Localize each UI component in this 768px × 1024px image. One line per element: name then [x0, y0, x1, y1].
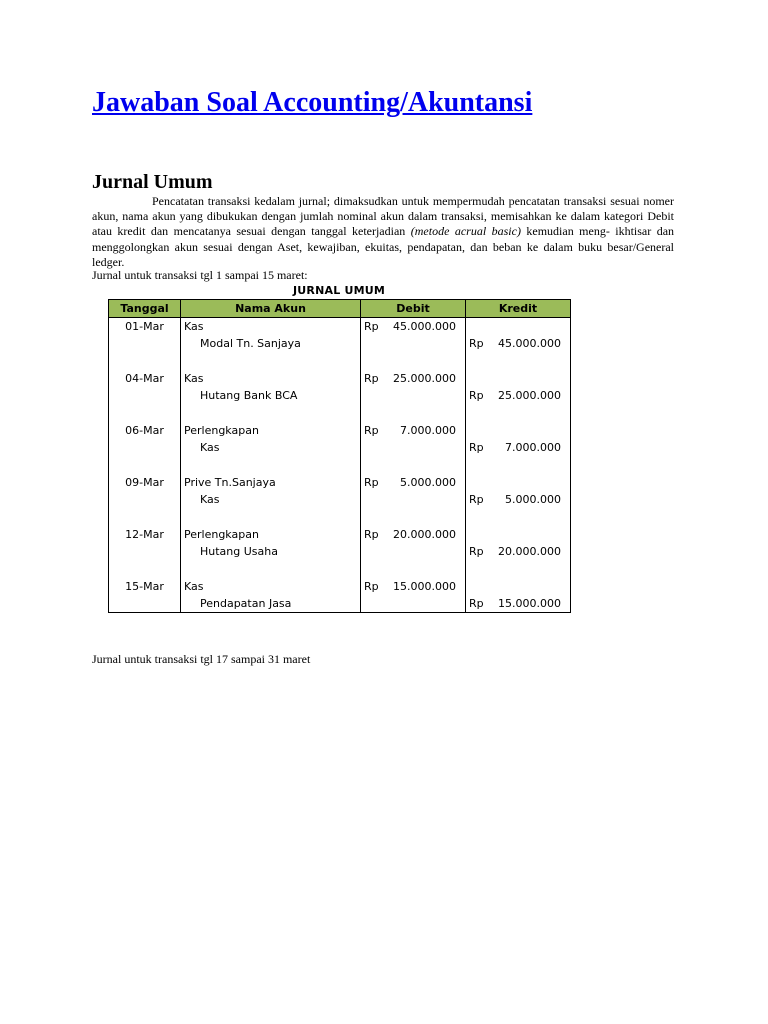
journal-row-spacer: [109, 353, 571, 370]
journal-row-spacer: [109, 560, 571, 577]
debit-account: Prive Tn.Sanjaya: [184, 475, 276, 489]
debit-amount: 20.000.000: [393, 527, 456, 541]
debit-amount-cell: [364, 424, 462, 437]
journal-row-spacer: [109, 456, 571, 473]
journal-row-credit: [109, 335, 571, 352]
debit-amount-cell: [364, 372, 462, 385]
journal-table: [108, 299, 571, 613]
currency-label: Rp: [364, 372, 379, 386]
section-heading: Jurnal Umum: [92, 171, 213, 193]
page-title[interactable]: Jawaban Soal Accounting/Akuntansi: [92, 87, 533, 118]
currency-label: Rp: [469, 441, 484, 455]
paragraph-text-2: kemudian meng- ikhtisar dan menggolongkan akun sesuai dengan Aset, kewajiban, ekuitas, pendapatan, dan beban ke dalam buku besar/General ledger.: [92, 224, 675, 269]
journal-title: JURNAL UMUM: [292, 284, 385, 297]
intro-paragraph: [92, 194, 674, 270]
currency-label: Rp: [364, 320, 379, 334]
currency-label: Rp: [469, 493, 484, 507]
journal-row-credit: [109, 543, 571, 560]
debit-amount: 5.000.000: [400, 475, 456, 489]
credit-amount: 20.000.000: [498, 545, 561, 558]
journal-row-debit: [109, 370, 571, 387]
credit-amount: 15.000.000: [498, 596, 561, 610]
debit-account: Kas: [184, 372, 204, 386]
debit-amount: 25.000.000: [393, 372, 456, 386]
paragraph-italic: (metode acrual basic): [410, 224, 521, 239]
currency-label: Rp: [469, 545, 484, 558]
debit-account: Perlengkapan: [184, 423, 259, 437]
debit-account: Kas: [184, 320, 204, 334]
currency-label: Rp: [364, 579, 379, 593]
credit-amount: 7.000.000: [505, 441, 561, 455]
journal-row-spacer: [109, 404, 571, 421]
journal-row-debit: [109, 422, 571, 439]
entry-date: 06-Mar: [125, 423, 164, 437]
journal-row-debit: [109, 526, 571, 543]
currency-label: Rp: [469, 337, 484, 351]
entry-date: 15-Mar: [125, 579, 164, 593]
debit-account: Perlengkapan: [184, 527, 259, 541]
entry-date: 04-Mar: [125, 372, 164, 386]
currency-label: Rp: [469, 596, 484, 610]
credit-account: Kas: [200, 493, 220, 507]
journal-row-spacer: [109, 508, 571, 525]
credit-account: Hutang Bank BCA: [200, 389, 298, 403]
journal-row-credit: [109, 439, 571, 456]
credit-amount-cell: [469, 441, 567, 454]
journal-body: [109, 318, 571, 613]
debit-account: Kas: [184, 579, 204, 593]
credit-account: Modal Tn. Sanjaya: [200, 337, 301, 351]
entry-date: 12-Mar: [125, 527, 164, 541]
debit-amount-cell: [364, 476, 462, 489]
journal-header-row: [109, 300, 571, 318]
credit-amount-cell: [469, 493, 567, 506]
credit-account: Hutang Usaha: [200, 545, 278, 558]
table-caption-1: Jurnal untuk transaksi tgl 1 sampai 15 maret:: [92, 268, 308, 282]
debit-amount: 15.000.000: [393, 579, 456, 593]
currency-label: Rp: [364, 423, 379, 437]
table-caption-2: Jurnal untuk transaksi tgl 17 sampai 31 maret: [92, 652, 311, 666]
header-nama-akun: Nama Akun: [181, 300, 361, 318]
credit-amount: 5.000.000: [505, 493, 561, 507]
header-tanggal: Tanggal: [109, 300, 181, 318]
journal-row-credit: [109, 387, 571, 404]
journal-row-credit: [109, 491, 571, 508]
journal-table-container: [108, 282, 570, 613]
currency-label: Rp: [364, 527, 379, 541]
credit-amount-cell: [469, 337, 567, 350]
credit-amount-cell: [469, 597, 567, 610]
credit-amount-cell: [469, 545, 567, 558]
journal-row-credit: [109, 595, 571, 613]
credit-amount-cell: [469, 389, 567, 402]
header-kredit: Kredit: [466, 300, 571, 318]
entry-date: 09-Mar: [125, 475, 164, 489]
currency-label: Rp: [469, 389, 484, 403]
debit-amount: 45.000.000: [393, 320, 456, 334]
journal-row-debit: [109, 318, 571, 336]
header-debit: Debit: [361, 300, 466, 318]
journal-row-debit: [109, 577, 571, 594]
debit-amount-cell: [364, 528, 462, 541]
credit-account: Pendapatan Jasa: [200, 596, 292, 610]
debit-amount: 7.000.000: [400, 423, 456, 437]
journal-row-debit: [109, 474, 571, 491]
currency-label: Rp: [364, 475, 379, 489]
credit-account: Kas: [200, 441, 220, 455]
credit-amount: 45.000.000: [498, 337, 561, 351]
paragraph-text-1: Pencatatan transaksi kedalam jurnal; dimaksudkan untuk mempermudah pencatatan transaksi sesuai nomer akun, nama akun yang dibukukan dengan jumlah nominal akun dalam transaksi, memisahkan ke dalam kategori Debit atau kredit dan mencatanya sesuai dengan tanggal keterjadian: [92, 194, 674, 239]
debit-amount-cell: [364, 320, 462, 333]
debit-amount-cell: [364, 580, 462, 593]
credit-amount: 25.000.000: [498, 389, 561, 403]
entry-date: 01-Mar: [125, 320, 164, 334]
